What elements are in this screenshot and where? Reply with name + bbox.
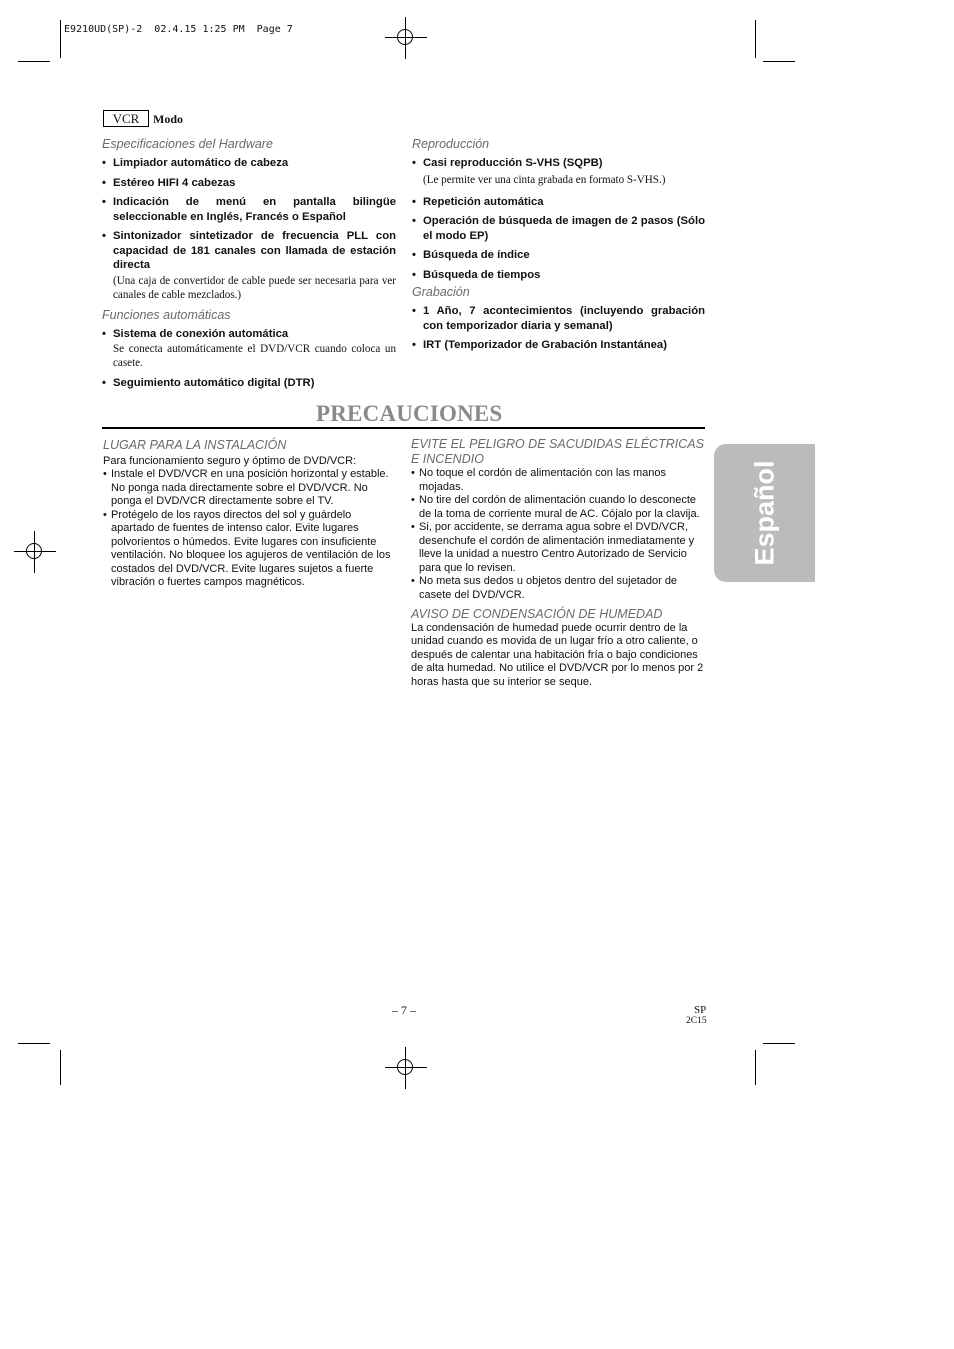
vcr-badge: VCR (103, 110, 149, 127)
list-item: • Sistema de conexión automática (102, 327, 289, 340)
registration-mark-icon (385, 17, 427, 59)
page-title: PRECAUCIONES (316, 401, 503, 426)
crop-mark (18, 61, 50, 62)
crop-mark (60, 20, 61, 58)
language-tab-label: Español (749, 460, 779, 566)
installation-section (103, 438, 391, 590)
shock-section (411, 437, 705, 689)
crop-mark (755, 20, 756, 58)
installation-heading: LUGAR PARA LA INSTALACIÓN (103, 438, 287, 452)
auto-heading: Funciones automáticas (102, 307, 231, 322)
condensation-heading: AVISO DE CONDENSACIÓN DE HUMEDAD (411, 607, 663, 621)
list-item: • Indicación de menú en pantalla bilingüe seleccionable en Inglés, Francés o Español (102, 196, 396, 223)
registration-mark-icon (385, 1047, 427, 1089)
features-left-column (102, 137, 396, 396)
doc-code: 2C15 (686, 1016, 707, 1026)
mode-label: Modo (153, 112, 183, 126)
list-item: • Si, por accidente, se derrama agua sobre el DVD/VCR, desenchufe el cordón de alimentación inmediatamente y lleve la unidad a nuestro Centro Autorizado de Servicio para que lo revisen. (411, 521, 695, 574)
print-slug: E9210UD(SP)-2 02.4.15 1:25 PM Page 7 (64, 24, 293, 35)
list-item: • No tire del cordón de alimentación cuando lo desconecte de la toma de corriente mural de AC. Cójalo por la clavija. (411, 494, 700, 520)
list-item: • Protégelo de los rayos directos del sol y guárdelo apartado de fuentes de intenso calor. Evite lugares polvorientos o húmedos. Evite lugares con insuficiente ventilación. No bloquee los agujeros de ventilación de los costados del DVD/VCR. Evite lugares sujetos a fuerte vibración o fuertes campos magnéticos. (103, 508, 391, 588)
item-note: (Le permite ver una cinta grabada en formato S-VHS.) (423, 173, 666, 186)
item-note: Se conecta automáticamente el DVD/VCR cuando coloca un casete. (113, 343, 396, 369)
list-item: • 1 Año, 7 acontecimientos (incluyendo grabación con temporizador diaria y semanal) (412, 305, 705, 332)
list-item: • Búsqueda de índice (412, 249, 530, 261)
list-item: • Seguimiento automático digital (DTR) (102, 377, 315, 389)
installation-intro: Para funcionamiento seguro y óptimo de DVD/VCR: (103, 454, 357, 467)
list-item: • No toque el cordón de alimentación con las manos mojadas. (411, 467, 667, 493)
list-item: • Limpiador automático de cabeza (102, 157, 289, 169)
title-rule (102, 427, 705, 429)
list-item: • Búsqueda de tiempos (412, 268, 541, 281)
list-item: • Operación de búsqueda de imagen de 2 pasos (Sólo el modo EP) (412, 215, 705, 242)
crop-mark (18, 1043, 50, 1044)
list-item: • Instale el DVD/VCR en una posición horizontal y estable. No ponga nada directamente sobre el DVD/VCR. No ponga el DVD/VCR directamente sobre el TV. (103, 468, 389, 507)
crop-mark (755, 1050, 756, 1085)
language-code: SP (694, 1004, 707, 1016)
list-item: • Sintonizador sintetizador de frecuencia PLL con capacidad de 181 canales con llamada de estación directa (102, 230, 396, 271)
features-right-column (412, 137, 705, 358)
shock-heading: EVITE EL PELIGRO DE SACUDIDAS ELÉCTRICAS E INCENDIO (411, 437, 704, 466)
crop-mark (763, 1043, 795, 1044)
list-item: • No meta sus dedos u objetos dentro del sujetador de casete del DVD/VCR. (411, 575, 678, 601)
hardware-heading: Especificaciones del Hardware (102, 137, 273, 151)
language-tab (714, 444, 815, 582)
recording-heading: Grabación (412, 285, 470, 299)
crop-mark (763, 61, 795, 62)
condensation-text: La condensación de humedad puede ocurrir dentro de la unidad cuando es movida de un lugar frío a otro caliente, o después de calentar una habitación fría o bajo condiciones de alta humedad. No utilice el DVD/VCR por lo menos por 2 horas hasta que su interior se seque. (411, 621, 704, 688)
playback-heading: Reproducción (412, 137, 490, 151)
list-item: • Casi reproducción S-VHS (SQPB) (412, 157, 603, 169)
item-note: (Una caja de convertidor de cable puede ser necesaria para ver canales de cable mezclados.) (113, 274, 396, 301)
crop-mark (60, 1050, 61, 1085)
list-item: • Estéreo HIFI 4 cabezas (102, 176, 236, 189)
page-number: – 7 – (392, 1003, 416, 1017)
registration-mark-icon (14, 531, 56, 573)
list-item: • IRT (Temporizador de Grabación Instantánea) (412, 339, 667, 351)
list-item: • Repetición automática (412, 195, 544, 208)
